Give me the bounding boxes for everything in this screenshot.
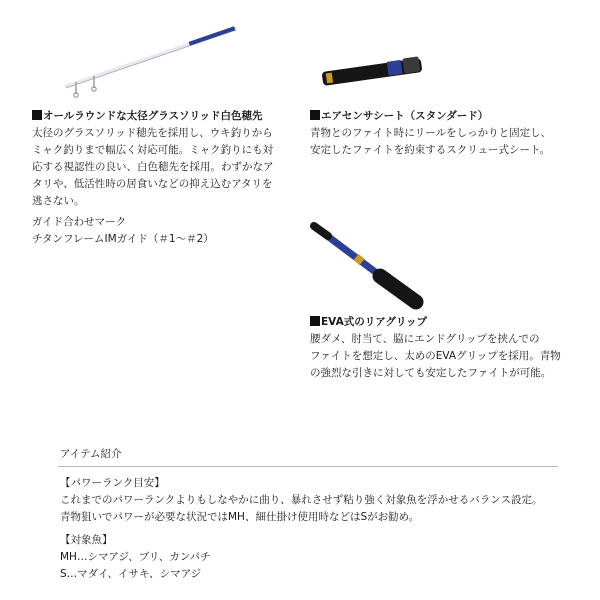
rod-tip-photo bbox=[60, 18, 240, 98]
power-rank-line: これまでのパワーランクよりもしなやかに曲り、暴れさせず粘り強く対象魚を浮かせるバランス設定。 bbox=[60, 494, 543, 506]
power-rank-line: 青物狙いでパワーが必要な状況ではMH、細仕掛け使用時などはSがお勧め。 bbox=[60, 511, 420, 523]
rear-grip-photo bbox=[308, 222, 428, 312]
item-target bbox=[60, 532, 211, 583]
feature-grip-body-line: ファイトを想定し、太めのEVAグリップを採用。青物 bbox=[310, 350, 561, 362]
item-divider bbox=[58, 466, 558, 467]
target-fish-title: 【対象魚】 bbox=[60, 534, 113, 546]
feature-grip bbox=[310, 314, 561, 382]
reel-seat-screw-ring bbox=[402, 56, 420, 73]
guide-spec: チタンフレームIMガイド（＃1〜＃2） bbox=[32, 233, 214, 245]
feature-grip-title: EVA式のリアグリップ bbox=[310, 314, 561, 331]
feature-reel-seat-title: エアセンサシート（スタンダード） bbox=[310, 108, 551, 125]
square-bullet-icon bbox=[310, 316, 320, 326]
feature-tip-body-line: 逃さない。 bbox=[32, 195, 85, 207]
feature-tip bbox=[32, 108, 274, 210]
feature-tip-body-line: ミャク釣りまで幅広く対応可能。ミャク釣りにも対 bbox=[32, 144, 274, 156]
square-bullet-icon bbox=[310, 110, 320, 120]
item-power bbox=[60, 475, 542, 526]
target-fish-line: S…マダイ、イサキ、シマアジ bbox=[60, 568, 202, 580]
grip-blank-thread bbox=[314, 226, 328, 236]
feature-reel-seat-body-line: 青物とのファイト時にリールをしっかりと固定し、 bbox=[310, 127, 552, 139]
feature-grip-body-line: の強烈な引きに対しても安定したファイトが可能。 bbox=[310, 367, 552, 379]
solid-tip-shadow bbox=[66, 30, 236, 88]
grip-gold-accent bbox=[356, 257, 362, 262]
feature-tip-body-line: 応する視認性の良い、白色穂先を採用。わずかなア bbox=[32, 161, 274, 173]
feature-tip-body-line: タリや、低活性時の居食いなどの抑え込むアタリを bbox=[32, 178, 273, 190]
feature-tip-body-line: 太径のグラスソリッド穂先を採用し、ウキ釣りから bbox=[32, 127, 273, 139]
eva-grip bbox=[380, 276, 416, 302]
guide-info bbox=[32, 214, 214, 248]
guide-label: ガイド合わせマーク bbox=[32, 216, 127, 228]
power-rank-title: 【パワーランク目安】 bbox=[60, 477, 165, 489]
reel-seat-blue-band bbox=[387, 60, 403, 76]
reel-seat-photo bbox=[318, 55, 428, 91]
item-heading: アイテム紹介 bbox=[60, 448, 122, 460]
feature-tip-title: オールラウンドな太径グラスソリッド白色穂先 bbox=[32, 108, 274, 125]
target-fish-line: MH…シマアジ、ブリ、カンパチ bbox=[60, 551, 211, 563]
feature-grip-body-line: 腰ダメ、肘当て、脇にエンドグリップを挟んでの bbox=[310, 333, 540, 345]
feature-reel-seat bbox=[310, 108, 551, 159]
feature-reel-seat-body-line: 安定したファイトを約束するスクリュー式シート。 bbox=[310, 144, 551, 156]
tip-blue-section bbox=[189, 26, 236, 45]
square-bullet-icon bbox=[32, 110, 42, 120]
